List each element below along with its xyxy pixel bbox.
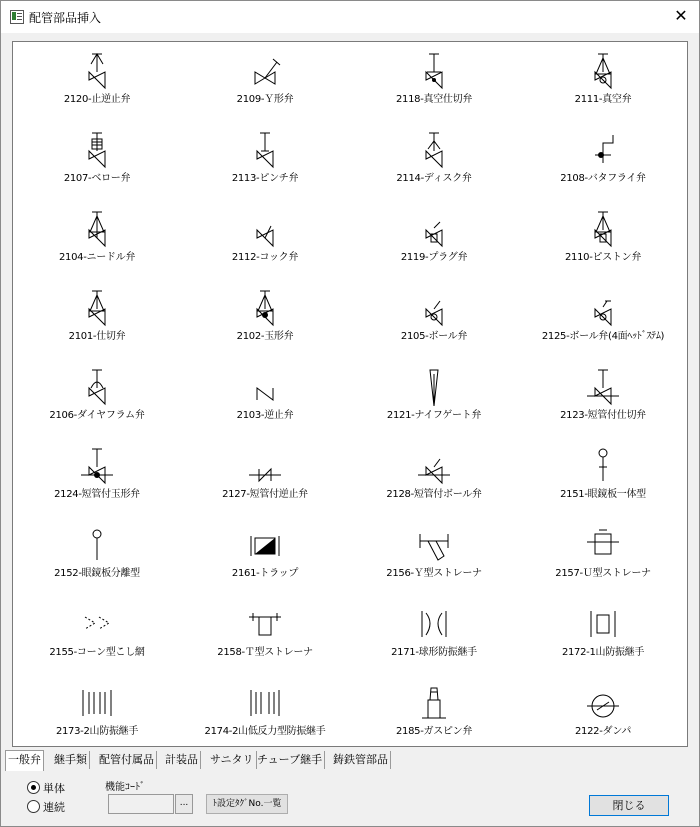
- part-item[interactable]: [13, 441, 181, 520]
- piston-valve-icon: [583, 208, 623, 248]
- part-label: 2112-コック弁: [231, 252, 299, 263]
- t-strainer-icon: [245, 603, 285, 643]
- tab-fittings[interactable]: 継手類: [52, 751, 90, 769]
- part-label: 2128-短管付ボール弁: [386, 489, 482, 500]
- part-label: 2111-真空弁: [574, 94, 632, 105]
- part-item[interactable]: [13, 599, 181, 678]
- part-item[interactable]: [13, 520, 181, 599]
- part-item[interactable]: [350, 441, 518, 520]
- part-label: 2161-トラップ: [231, 568, 299, 579]
- knife-gate-valve-icon: [414, 366, 454, 406]
- radio-single-indicator[interactable]: [27, 781, 40, 794]
- part-label: 2127-短管付逆止弁: [222, 489, 308, 500]
- part-item[interactable]: [13, 362, 181, 441]
- part-label: 2172-1山防振継手: [561, 647, 645, 658]
- part-item[interactable]: [519, 520, 687, 599]
- spool-gate-valve-icon: [583, 366, 623, 406]
- part-label: 2155-コーン型こし網: [49, 647, 145, 658]
- vacuum-gate-valve-icon: [414, 50, 454, 90]
- part-item[interactable]: [13, 125, 181, 204]
- part-label: 2120-止逆止弁: [63, 94, 131, 105]
- tab-pipe-accessories[interactable]: 配管付属品: [97, 751, 157, 769]
- butterfly-valve-icon: [583, 129, 623, 169]
- part-item[interactable]: [350, 520, 518, 599]
- part-label: 2185-ガスピン弁: [395, 726, 473, 737]
- part-item[interactable]: [519, 599, 687, 678]
- globe-valve-icon: [245, 287, 285, 327]
- single-arch-joint-icon: [583, 603, 623, 643]
- part-item[interactable]: [519, 125, 687, 204]
- part-label: 2151-眼鏡板一体型: [560, 489, 646, 500]
- plug-valve-icon: [414, 208, 454, 248]
- part-label: 2105-ボール弁: [400, 331, 468, 342]
- part-label: 2113-ピンチ弁: [231, 173, 299, 184]
- ball-valve-icon: [414, 287, 454, 327]
- title-close-button[interactable]: ✕: [674, 6, 688, 25]
- function-code-browse-button[interactable]: ...: [175, 794, 193, 814]
- part-label: 2174-2山低反力型防振継手: [204, 726, 326, 737]
- part-label: 2103-逆止弁: [236, 410, 294, 421]
- non-return-valve-icon: [245, 366, 285, 406]
- part-label: 2156-Ｙ型ストレーナ: [386, 568, 482, 579]
- part-item[interactable]: [350, 125, 518, 204]
- part-item[interactable]: [350, 599, 518, 678]
- part-label: 2171-球形防振継手: [391, 647, 477, 658]
- tag-list-button[interactable]: ﾄ設定ﾀｸﾞNo.一覧: [206, 794, 288, 814]
- part-label: 2124-短管付玉形弁: [54, 489, 140, 500]
- part-item[interactable]: [13, 283, 181, 362]
- part-item[interactable]: [350, 362, 518, 441]
- app-icon: [10, 10, 24, 24]
- part-item[interactable]: [350, 204, 518, 283]
- radio-single[interactable]: [27, 780, 65, 796]
- tab-general-valves[interactable]: 一般弁: [5, 750, 44, 771]
- part-item[interactable]: [519, 441, 687, 520]
- ball-valve-4face-icon: [583, 287, 623, 327]
- part-label: 2122-ダンパ: [574, 726, 632, 737]
- tab-sanitary[interactable]: サニタリ: [208, 751, 257, 769]
- part-item[interactable]: [181, 441, 349, 520]
- part-item[interactable]: [13, 678, 181, 747]
- part-item[interactable]: [519, 46, 687, 125]
- cock-valve-icon: [245, 208, 285, 248]
- pinch-valve-icon: [245, 129, 285, 169]
- check-valve-icon: [77, 50, 117, 90]
- part-item[interactable]: [350, 678, 518, 747]
- tab-cast-iron-parts[interactable]: 鋳鉄管部品: [331, 751, 391, 769]
- part-label: 2108-バタフライ弁: [560, 173, 646, 184]
- u-strainer-icon: [583, 524, 623, 564]
- part-item[interactable]: [181, 283, 349, 362]
- radio-single-label: 単体: [43, 782, 65, 795]
- part-label: 2125-ボール弁(4面ﾍｯﾄﾞｽﾃﾑ): [541, 331, 665, 342]
- part-label: 2152-眼鏡板分離型: [54, 568, 140, 579]
- disc-valve-icon: [414, 129, 454, 169]
- part-item[interactable]: [181, 678, 349, 747]
- vacuum-valve-icon: [583, 50, 623, 90]
- tab-instruments[interactable]: 計装品: [163, 751, 201, 769]
- parts-grid: [12, 41, 688, 747]
- spool-ball-valve-icon: [414, 445, 454, 485]
- gas-pin-valve-icon: [414, 682, 454, 722]
- bellows-valve-icon: [77, 129, 117, 169]
- spectacle-separate-icon: [77, 524, 117, 564]
- part-item[interactable]: [181, 125, 349, 204]
- diaphragm-valve-icon: [77, 366, 117, 406]
- needle-valve-icon: [77, 208, 117, 248]
- part-label: 2110-ピストン弁: [564, 252, 642, 263]
- part-label: 2119-プラグ弁: [400, 252, 468, 263]
- spherical-joint-icon: [414, 603, 454, 643]
- window-title: 配管部品挿入: [29, 11, 102, 25]
- part-label: 2158-Ｔ型ストレーナ: [217, 647, 313, 658]
- part-label: 2104-ニードル弁: [58, 252, 136, 263]
- damper-icon: [583, 682, 623, 722]
- part-label: 2123-短管付仕切弁: [560, 410, 646, 421]
- radio-continuous[interactable]: [27, 799, 65, 815]
- tab-tube-fittings[interactable]: チューブ継手: [255, 751, 325, 769]
- part-item[interactable]: [181, 599, 349, 678]
- y-valve-icon: [245, 50, 285, 90]
- gate-valve-icon: [77, 287, 117, 327]
- part-item[interactable]: [13, 204, 181, 283]
- part-label: 2106-ダイヤフラム弁: [49, 410, 145, 421]
- part-item[interactable]: [350, 46, 518, 125]
- part-label: 2173-2山防振継手: [55, 726, 139, 737]
- spectacle-blind-icon: [583, 445, 623, 485]
- low-reaction-joint-icon: [245, 682, 285, 722]
- part-label: 2101-仕切弁: [68, 331, 126, 342]
- part-label: 2102-玉形弁: [236, 331, 294, 342]
- part-label: 2107-ベロー弁: [63, 173, 131, 184]
- part-item[interactable]: [181, 46, 349, 125]
- trap-icon: [245, 524, 285, 564]
- double-arch-joint-icon: [77, 682, 117, 722]
- part-item[interactable]: [519, 678, 687, 747]
- part-label: 2109-Ｙ形弁: [236, 94, 294, 105]
- part-item[interactable]: [350, 283, 518, 362]
- part-item[interactable]: [13, 46, 181, 125]
- spool-check-valve-icon: [245, 445, 285, 485]
- cone-strainer-icon: [77, 603, 117, 643]
- radio-continuous-label: 連続: [43, 801, 65, 814]
- part-label: 2114-ディスク弁: [396, 173, 472, 184]
- part-item[interactable]: [519, 362, 687, 441]
- close-button[interactable]: 閉じる: [589, 795, 669, 816]
- part-label: 2121-ナイフゲート弁: [386, 410, 482, 421]
- part-label: 2157-Ｕ型ストレーナ: [555, 568, 651, 579]
- part-item[interactable]: [519, 204, 687, 283]
- radio-continuous-indicator[interactable]: [27, 800, 40, 813]
- part-item[interactable]: [181, 204, 349, 283]
- y-strainer-icon: [414, 524, 454, 564]
- part-item[interactable]: [181, 520, 349, 599]
- function-code-input[interactable]: [108, 794, 174, 814]
- title-bar: [1, 1, 699, 33]
- part-label: 2118-真空仕切弁: [395, 94, 473, 105]
- part-item[interactable]: [181, 362, 349, 441]
- spool-globe-valve-icon: [77, 445, 117, 485]
- part-item[interactable]: [519, 283, 687, 362]
- function-code-label: 機能ｺｰﾄﾞ: [105, 782, 145, 793]
